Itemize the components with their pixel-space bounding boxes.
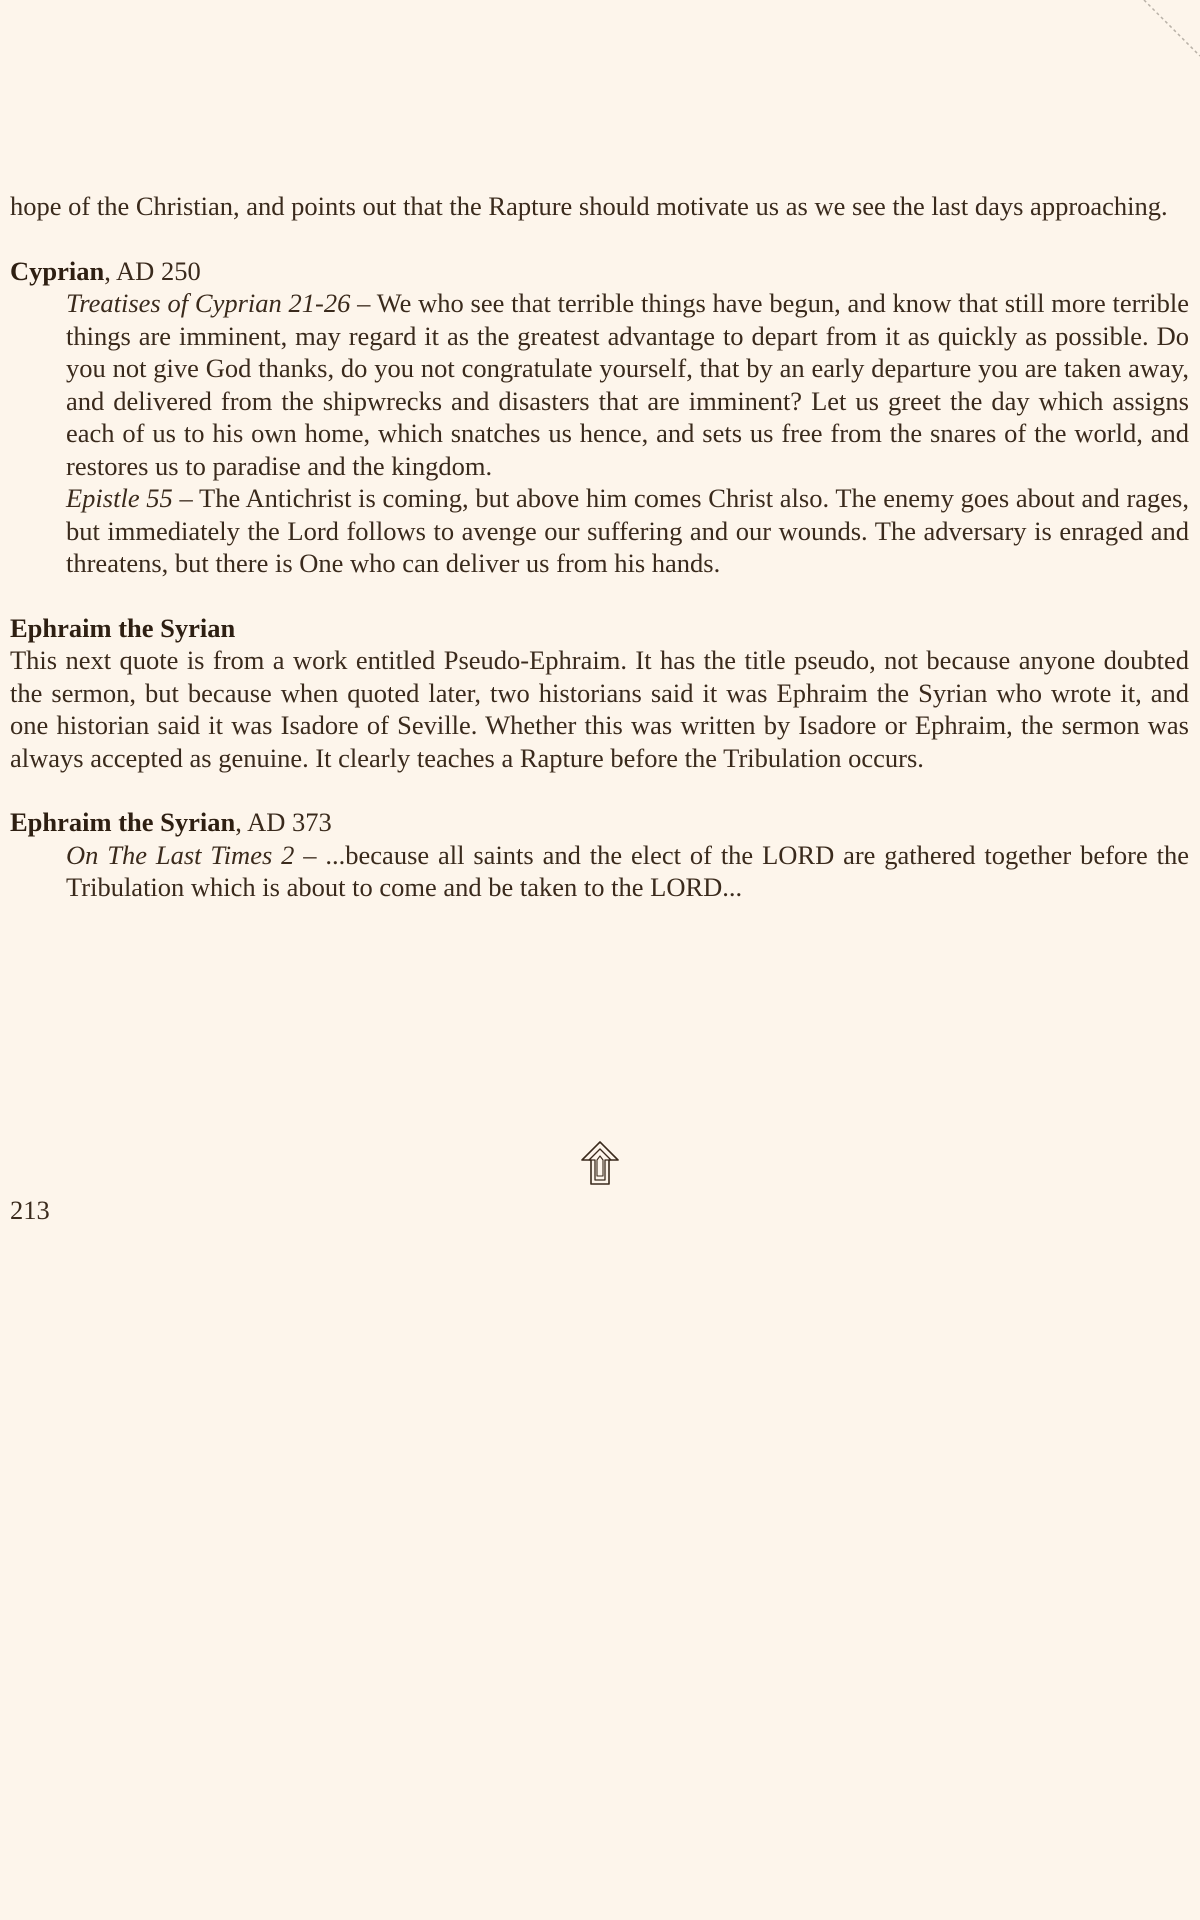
page-number: 213 xyxy=(10,1195,50,1225)
intro-paragraph: hope of the Christian, and points out that the Rapture should motivate us as we see the last days approaching. xyxy=(10,191,1168,221)
ephraim-quote-1 xyxy=(66,839,1189,904)
cyprian-quote-1 xyxy=(66,287,1189,482)
quote-text: We who see that terrible things have begun, and know that still more terrible things are imminent, may regard it as the greatest advantage to depart from it as quickly as possible. Do you not give God thanks, do you not congratulate yourself, that by an early departure you are taken away, and delivered from the shipwrecks and disasters that are imminent? Let us greet the day which assigns each of us to his own home, which snatches us hence, and sets us free from the snares of the world, and restores us to paradise and the kingdom. xyxy=(66,288,1189,481)
ephraim-intro-name: Ephraim the Syrian xyxy=(10,612,236,643)
cyprian-date: , AD 250 xyxy=(104,255,201,286)
quote-source: Epistle 55 xyxy=(66,483,173,513)
quote-text: ...because all saints and the elect of the LORD are gathered together before the Tribulation which is about to come and be taken to the LORD... xyxy=(66,839,1190,902)
quote-dash: – xyxy=(172,483,200,513)
cyprian-heading xyxy=(10,255,1189,288)
ephraim-intro-heading xyxy=(10,612,1189,645)
cyprian-quote-2 xyxy=(66,482,1189,580)
quote-source: Treatises of Cyprian 21-26 xyxy=(66,288,351,318)
quote-dash: – xyxy=(294,839,326,870)
quote-dash: – xyxy=(350,288,377,318)
cyprian-name: Cyprian xyxy=(10,255,105,286)
ephraim-intro-paragraph: This next quote is from a work entitled Pseudo-Ephraim. It has the title pseudo, not because anyone doubted the sermon, but because when quoted later, two historians said it was Ephraim the Syrian who wrote it, and one historian said it was Isadore of Seville. Whether this was written by Isadore or Ephraim, the sermon was always accepted as genuine. It clearly teaches a Rapture before the Tribulation occurs. xyxy=(10,645,1189,773)
quote-text: The Antichrist is coming, but above him comes Christ also. The enemy goes about and rages, but immediately the Lord follows to avenge our suffering and our wounds. The adversary is enraged and threatens, but there is One who can deliver us from his hands. xyxy=(66,483,1189,578)
quote-source: On The Last Times 2 xyxy=(66,839,295,870)
up-arrow-icon[interactable] xyxy=(580,1140,620,1186)
page-content xyxy=(10,190,1189,904)
ephraim-date: , AD 373 xyxy=(235,807,332,837)
ephraim-name: Ephraim the Syrian xyxy=(10,807,236,837)
ephraim-heading xyxy=(10,806,1189,839)
page-corner-fold xyxy=(1140,0,1200,60)
